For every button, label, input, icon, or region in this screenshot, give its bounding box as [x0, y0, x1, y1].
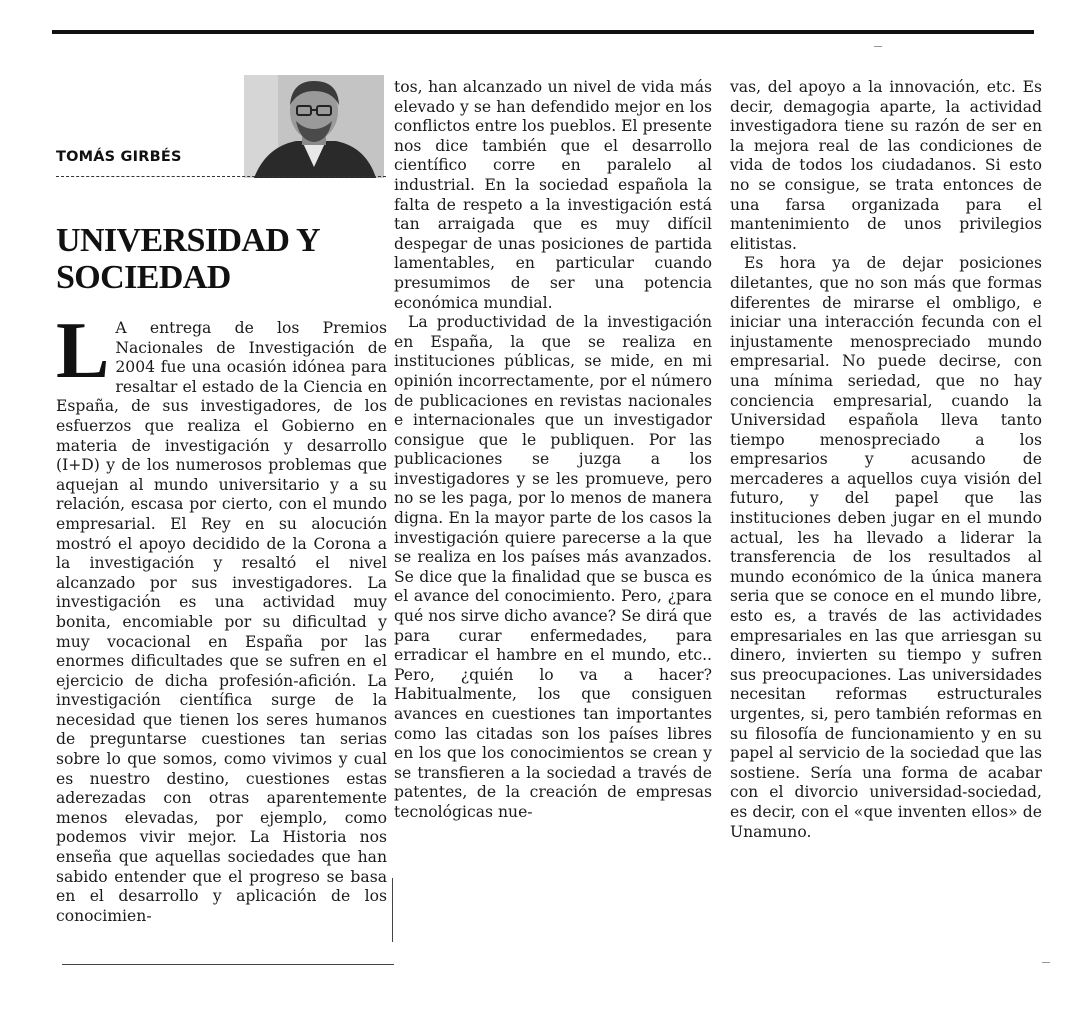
paragraph — [56, 307, 387, 926]
paragraph: vas, del apoyo a la innovación, etc. Es decir, demagogia aparte, la actividad investigadora tiene su razón de ser en la mejora real de las condiciones de vida de todos los ciudadanos. Si esto no se consigue, se trata entonces de una farsa organizada para el mantenimiento de unos privilegios elitistas. — [730, 78, 1042, 253]
author-photo — [244, 75, 384, 178]
bottom-rule — [62, 964, 394, 965]
paragraph: tos, han alcanzado un nivel de vida más elevado y se han defendido mejor en los conflictos entre los pueblos. El presente nos dice también que el desarrollo científico corre en paralelo al industrial. En la sociedad española la falta de respeto a la investigación está tan arraigada que es muy difícil despegar de unas posiciones de partida lamentables, en particular cuando presumimos de ser una potencia económica mundial. — [394, 78, 712, 312]
column-divider — [392, 878, 393, 942]
author-dashed-rule — [56, 176, 386, 177]
scan-speck — [1042, 962, 1050, 963]
author-portrait-image — [244, 75, 384, 178]
column-1 — [56, 307, 387, 926]
scan-speck — [874, 46, 882, 47]
column-3 — [730, 78, 1042, 842]
drop-cap: L — [56, 307, 110, 395]
paragraph: Es hora ya de dejar posiciones diletantes, que no son más que formas diferentes de mirarse el ombligo, e iniciar una interacción fecunda con el injustamente menospreciado mundo empresarial. No puede decirse, con una mínima seriedad, que no hay conciencia empresarial, cuando la Universidad española lleva tanto tiempo menospreciado a los empresarios y acusando de mercaderes a aquellos cuya visión del futuro, y del papel que las instituciones deben jugar en el mundo actual, les ha llevado a liderar la transferencia de los resultados al mundo económico de la única manera seria que se conoce en el mundo libre, esto es, a través de las actividades empresariales en las que arriesgan su dinero, invierten su tiempo y sufren sus preocupaciones. Las universidades necesitan reformas estructurales urgentes, si, pero también reformas en su filosofía de funcionamiento y en su papel al servicio de la sociedad que las sostiene. Sería una forma de acabar con el divorcio universidad-sociedad, es decir, con el «que inventen ellos» de Unamuno. — [730, 254, 1042, 841]
paragraph-text: A entrega de los Premios Nacionales de Investigación de 2004 fue una ocasión idónea para resaltar el estado de la Ciencia en España, de sus investigadores, de los esfuerzos que realiza el Gobierno en materia de investigación y desarrollo (I+D) y de los numerosos problemas que aquejan al mundo universitario y a su relación, escasa por cierto, con el mundo empresarial. El Rey en su alocución mostró el apoyo decidido de la Corona a la investigación y resaltó el nivel alcanzado por sus investigadores. La investigación es una actividad muy bonita, encomiable por su dificultad y muy vocacional en España por las enormes dificultades que se sufren en el ejercicio de dicha profesión-afición. La investigación científica surge de la necesidad que tienen los seres humanos de preguntarse cuestiones tan serias sobre lo que somos, como vivimos y cual es nuestro destino, cuestiones estas aderezadas con otras aparentemente menos elevadas, por ejemplo, como podemos vivir mejor. La Historia nos enseña que aquellas sociedades que han sabido entender que el progreso se basa en el desarrollo y aplicación de los conocimien- — [56, 319, 387, 925]
author-name: TOMÁS GIRBÉS — [56, 149, 182, 165]
paragraph: La productividad de la investigación en España, la que se realiza en instituciones públicas, se mide, en mi opinión incorrectamente, por el número de publicaciones en revistas nacionales e internacionales que un investigador consigue que le publiquen. Por las publicaciones se juzga a los investigadores y se les promueve, pero no se les paga, por lo menos de manera digna. En la mayor parte de los casos la investigación quiere parecerse a la que se realiza en los países más avanzados. Se dice que la finalidad que se busca es el avance del conocimiento. Pero, ¿para qué nos sirve dicho avance? Se dirá que para curar enfermedades, para erradicar el hambre en el mundo, etc.. Pero, ¿quién lo va a hacer? Habitualmente, los que consiguen avances en cuestiones tan importantes como las citadas son los países libres en los que los conocimientos se crean y se transfieren a la sociedad a través de patentes, de la creación de empresas tecnológicas nue- — [394, 313, 712, 821]
headline: UNIVERSIDAD Y SOCIEDAD — [56, 222, 319, 296]
column-2 — [394, 78, 712, 823]
top-rule — [52, 30, 1034, 34]
